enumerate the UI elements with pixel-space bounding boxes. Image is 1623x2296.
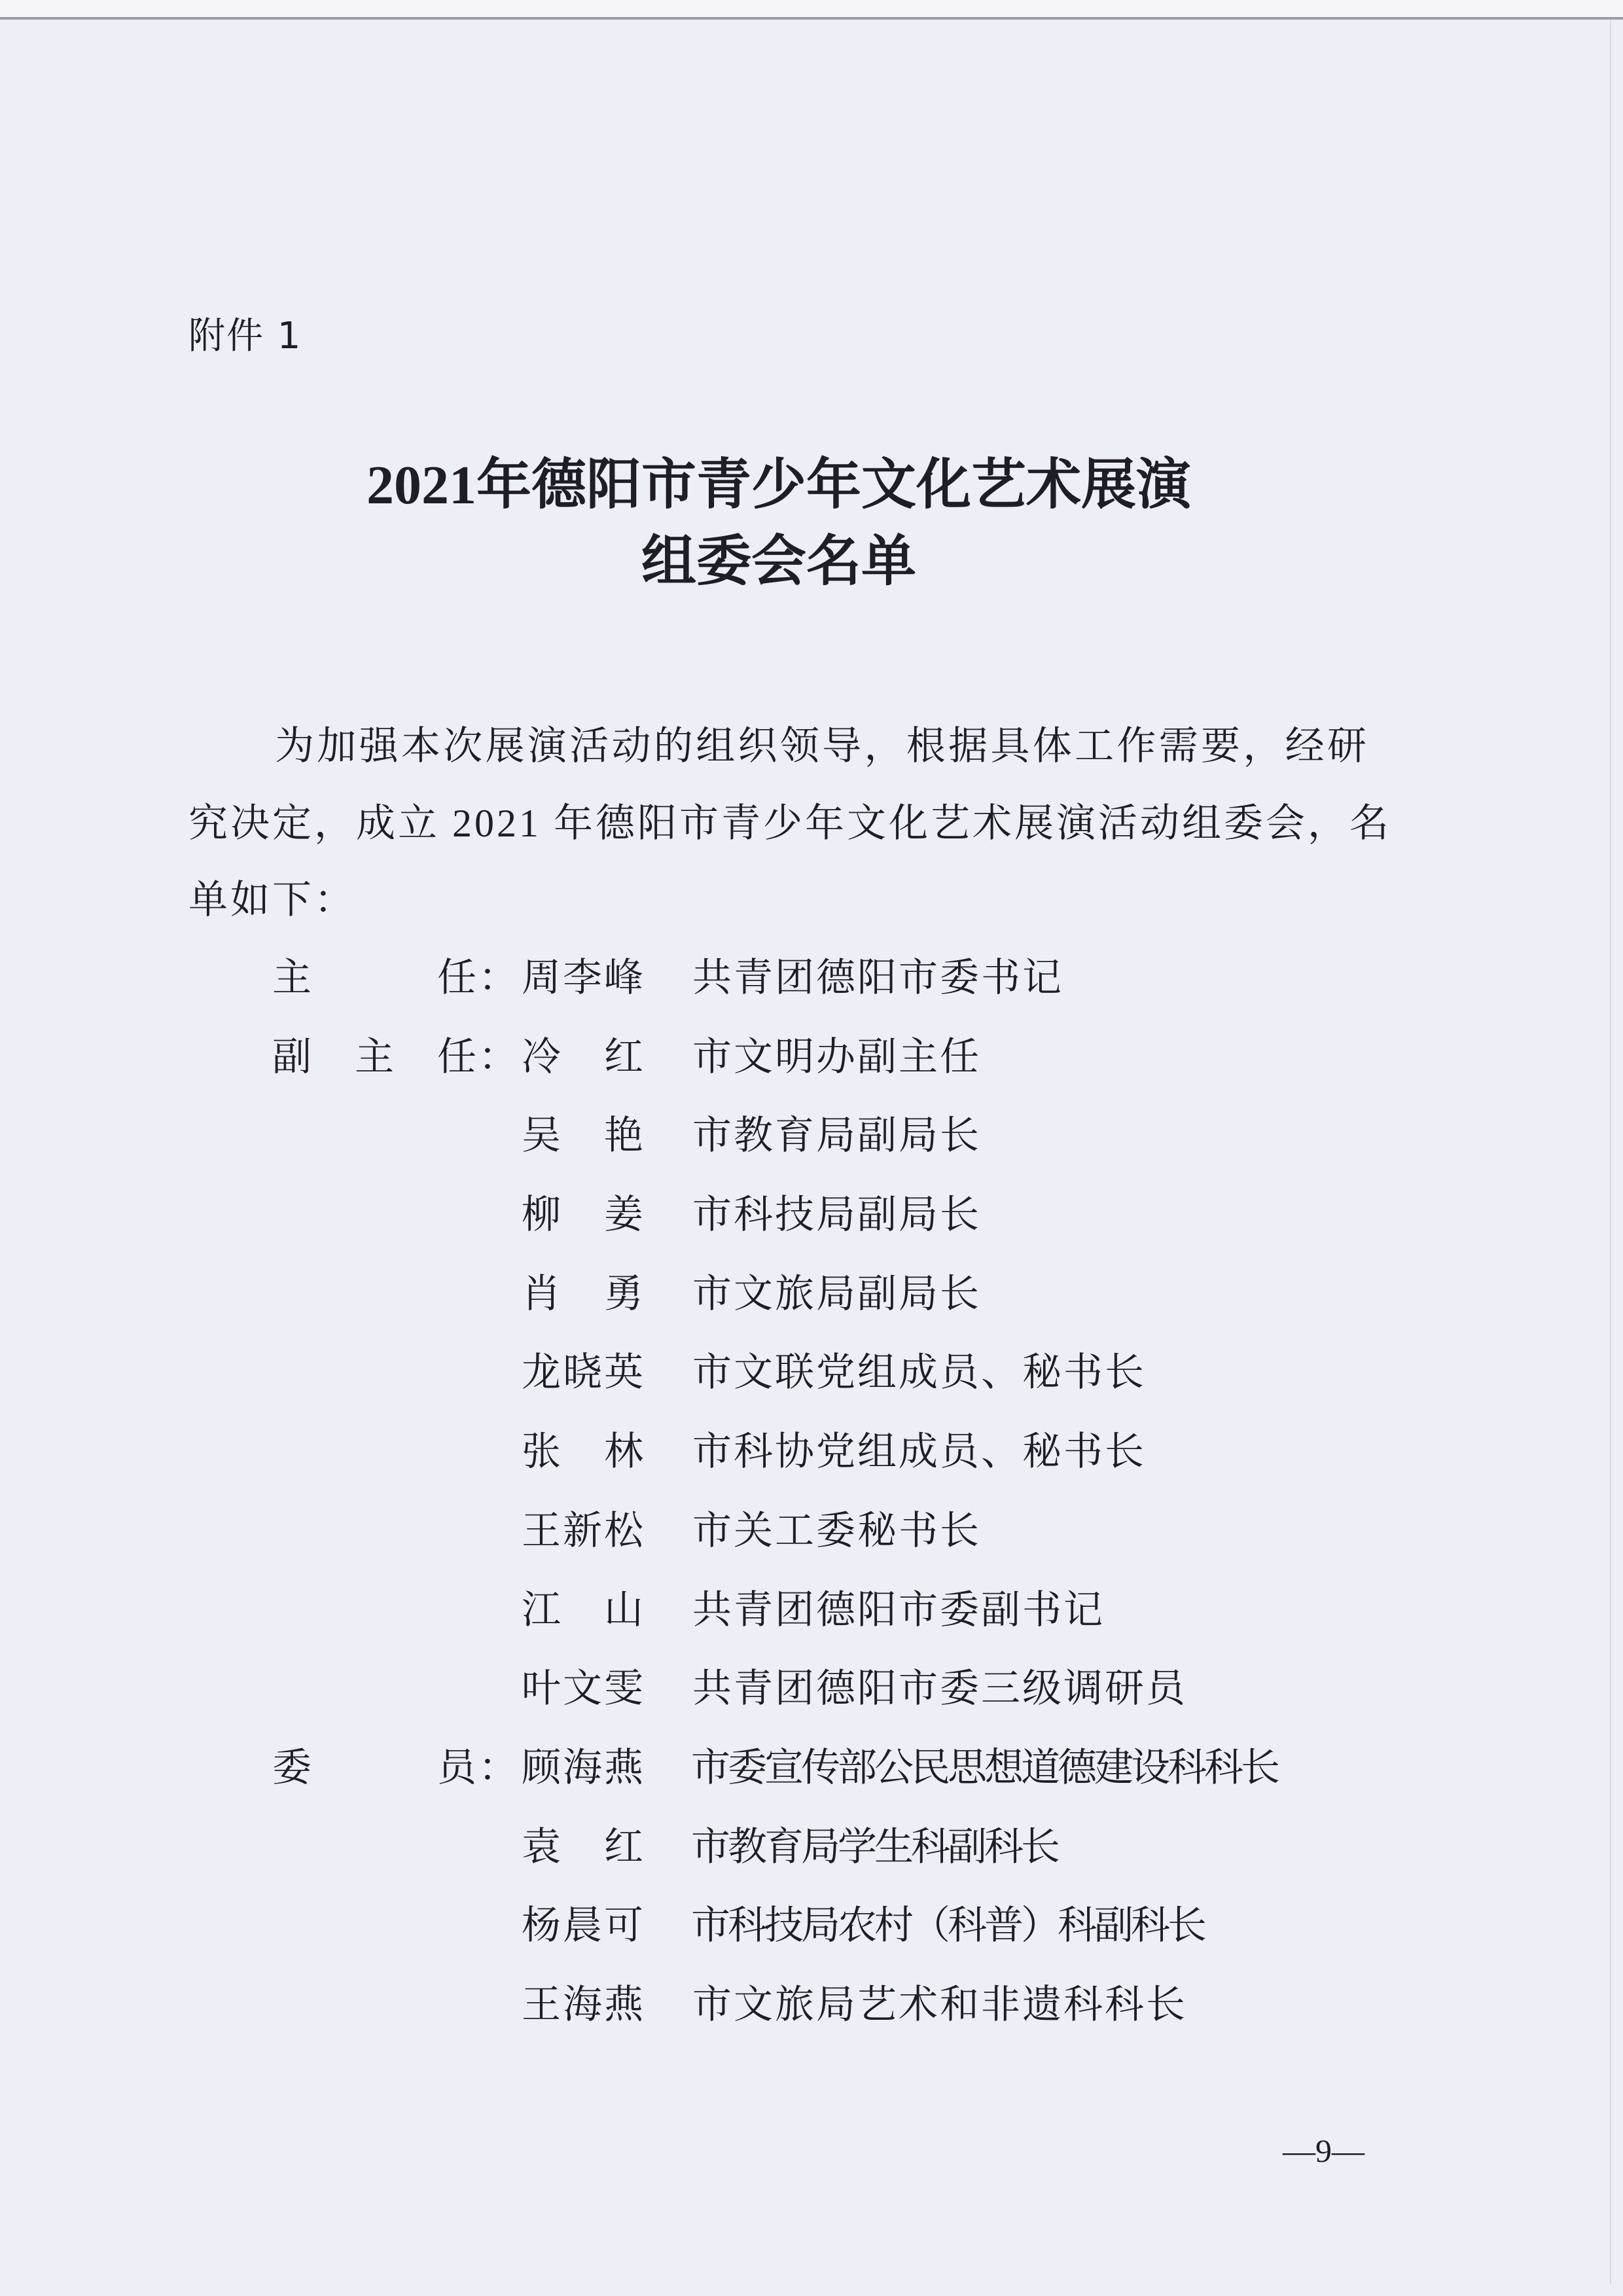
member-name: 冷 红 [522,1035,645,1079]
member-row [0,1729,1623,1808]
member-row [0,1412,1623,1492]
member-role: 委 员： [272,1746,520,1789]
member-row [0,1649,1623,1729]
member-name: 王海燕 [522,1982,645,2026]
member-name: 柳 姜 [522,1193,645,1237]
member-name: 张 林 [522,1430,645,1474]
member-name: 龙晓英 [522,1351,645,1395]
member-name: 周李峰 [522,956,645,999]
member-name: 杨晨可 [522,1904,645,1948]
member-row [0,1175,1623,1255]
member-position: 市文明办副主任 [692,1035,981,1079]
member-row [0,1333,1623,1412]
member-row [0,1255,1623,1334]
committee-member-list [0,939,1623,2045]
member-position: 市教育局学生科副科长 [691,1825,1058,1869]
document-title-line-2: 组委会名单 [641,531,916,592]
member-position: 市关工委秘书长 [692,1509,981,1552]
member-position: 共青团德阳市委书记 [692,956,1063,999]
member-position: 市教育局副局长 [692,1114,981,1158]
member-row [0,1571,1623,1650]
member-name: 王新松 [522,1509,645,1552]
member-role: 副 主 任： [272,1035,520,1079]
member-row [0,1808,1623,1887]
member-row [0,1096,1623,1175]
intro-paragraph-line: 究决定，成立 2021 年德阳市青少年文化艺术展演活动组委会，名 [188,802,1391,845]
member-row [0,939,1623,1018]
member-position: 共青团德阳市委三级调研员 [692,1667,1187,1711]
member-row [0,1886,1623,1965]
member-position: 共青团德阳市委副书记 [692,1588,1105,1632]
document-title-line-1: 2021年德阳市青少年文化艺术展演 [366,455,1191,516]
member-name: 吴 艳 [522,1114,645,1158]
member-name: 袁 红 [522,1825,645,1869]
member-position: 市文联党组成员、秘书长 [692,1351,1146,1395]
member-position: 市文旅局副局长 [692,1272,981,1316]
scan-top-edge [0,0,1623,20]
member-name: 顾海燕 [522,1746,645,1789]
member-name: 叶文雯 [522,1667,645,1711]
intro-paragraph-line: 单如下： [188,878,356,922]
member-row [0,1018,1623,1097]
member-position: 市委宣传部公民思想道德建设科科长 [691,1746,1277,1789]
member-position: 市科技局农村（科普）科副科长 [691,1904,1204,1948]
attachment-label: 附件 1 [188,315,302,357]
intro-paragraph-line: 为加强本次展演活动的组织领导，根据具体工作需要，经研 [275,725,1369,768]
member-name: 肖 勇 [522,1272,645,1316]
member-position: 市科技局副局长 [692,1193,981,1237]
member-position: 市文旅局艺术和非遗科科长 [692,1982,1187,2026]
member-role: 主 任： [272,956,520,999]
page-number: —9— [1283,2132,1364,2169]
member-row [0,1492,1623,1571]
member-position: 市科协党组成员、秘书长 [692,1430,1146,1474]
member-name: 江 山 [522,1588,645,1632]
member-row [0,1965,1623,2045]
